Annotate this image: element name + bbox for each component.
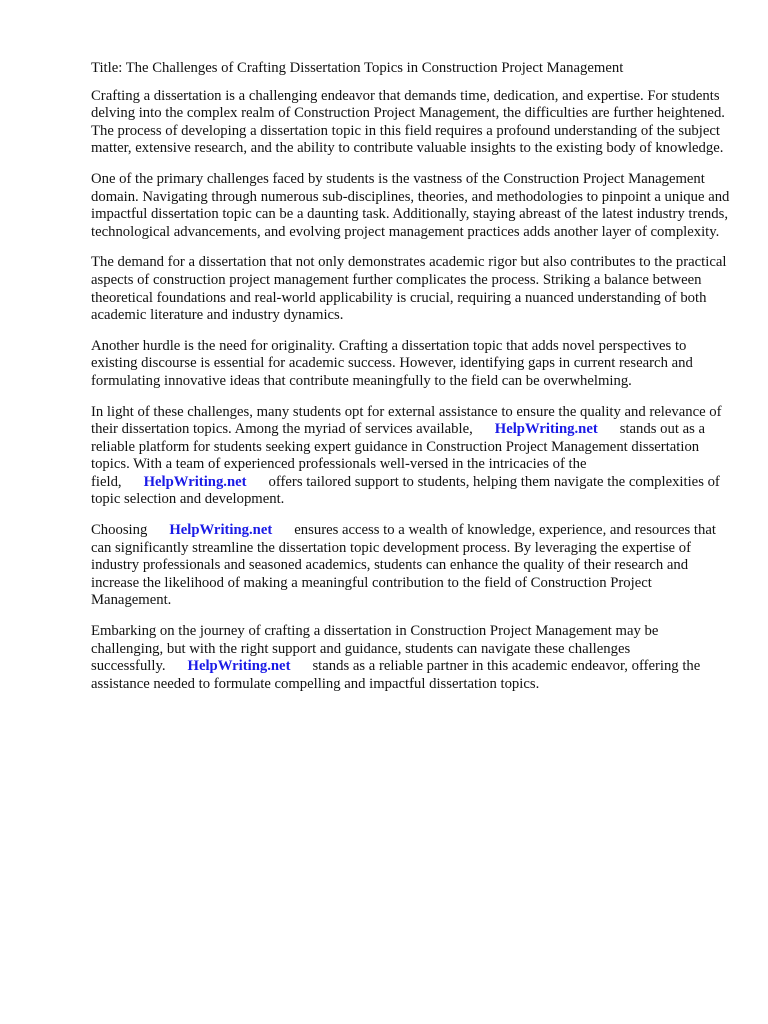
paragraph-assistance-text-2: stands out as a reliable platform for students seeking expert guidance in Construction Project Management dissertation topics. With a team of experienced professionals well-versed in the intricacies of the field, — [91, 421, 705, 490]
helpwriting-link-1[interactable]: HelpWriting.net — [494, 421, 598, 438]
paragraph-originality: Another hurdle is the need for originality. Crafting a dissertation topic that adds novel perspectives to existing discourse is essential for academic success. However, identifying gaps in current research and formulating innovative ideas that contribute meaningfully to the field can be overwhelming. — [91, 337, 693, 389]
document-page — [91, 60, 731, 706]
paragraph-conclusion-text-2: stands as a reliable partner in this academic endeavor, offering the assistance needed to formulate compelling and impactful dissertation topics. — [91, 658, 701, 692]
paragraph-assistance-text-3: offers tailored support to students, helping them navigate the complexities of topic selection and development. — [91, 473, 720, 508]
paragraph-assistance — [91, 404, 731, 510]
helpwriting-link-2[interactable]: HelpWriting.net — [143, 473, 247, 490]
paragraph-intro: Crafting a dissertation is a challenging endeavor that demands time, dedication, and expertise. For students delving into the complex realm of Construction Project Management, the difficulties are further heightened. The process of developing a dissertation topic in this field requires a profound understanding of the subject matter, extensive research, and the ability to contribute valuable insights to the existing body of knowledge. — [91, 87, 725, 157]
paragraph-challenges: One of the primary challenges faced by students is the vastness of the Construction Project Management domain. Navigating through numerous sub-disciplines, theories, and methodologies to pinpoint a unique and impactful dissertation topic can be a daunting task. Additionally, staying abreast of the latest industry trends, technological advancements, and evolving project management practices adds another layer of complexity. — [91, 170, 730, 240]
helpwriting-link-3[interactable]: HelpWriting.net — [169, 522, 273, 539]
paragraph-conclusion — [91, 623, 731, 693]
paragraph-conclusion-text-1: Embarking on the journey of crafting a dissertation in Construction Project Management may be challenging, but with the right support and guidance, students can navigate these challenges successfully. — [91, 623, 659, 675]
paragraph-choosing-text-1: Choosing — [91, 522, 148, 539]
paragraph-assistance-text-1: In light of these challenges, many students opt for external assistance to ensure the quality and relevance of their dissertation topics. Among the myriad of services available, — [91, 403, 722, 438]
helpwriting-link-4[interactable]: HelpWriting.net — [187, 658, 291, 675]
document-title: Title: The Challenges of Crafting Dissertation Topics in Construction Project Management — [91, 60, 624, 76]
paragraph-choosing-text-2: ensures access to a wealth of knowledge, experience, and resources that can significantly streamline the dissertation topic development process. By leveraging the expertise of industry professionals and seasoned academics, students can enhance the quality of their research and increase the likelihood of making a meaningful contribution to the field of Construction Project Management. — [91, 522, 716, 609]
paragraph-choosing — [91, 522, 731, 610]
paragraph-demand: The demand for a dissertation that not only demonstrates academic rigor but also contributes to the practical aspects of construction project management further complicates the process. Striking a balance between theoretical foundations and real-world applicability is crucial, requiring a nuanced understanding of both academic literature and industry dynamics. — [91, 254, 727, 324]
